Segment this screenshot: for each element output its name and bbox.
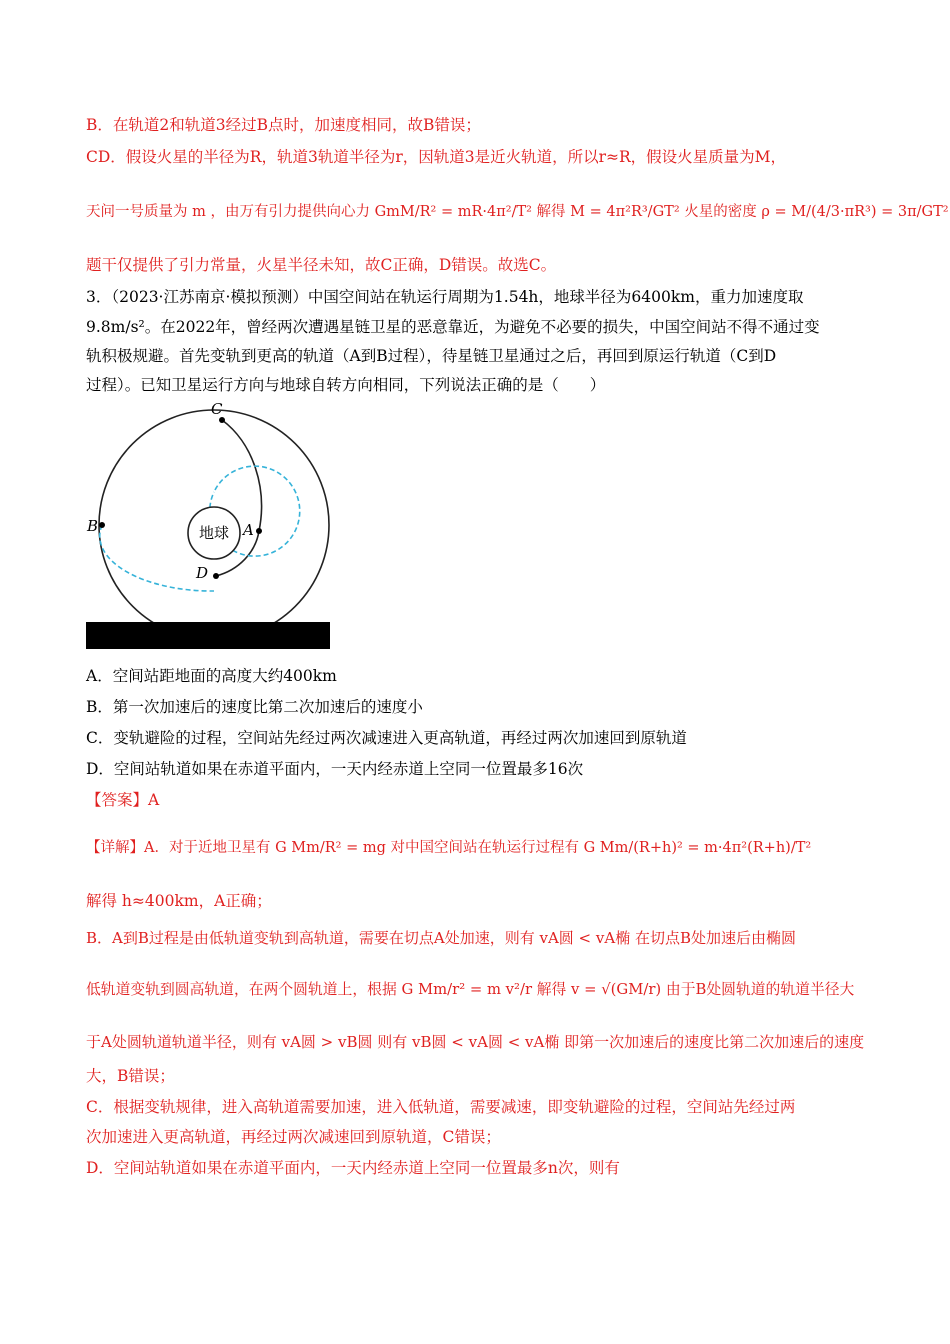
detail-line2: 解得 h≈400km，A正确； <box>86 892 272 910</box>
detail-line1: 【详解】A．对于近地卫星有 G Mm/R² = mg 对中国空间站在轨运行过程有 G Mm/(R+h)² = m·4π²(R+h)/T² <box>86 840 812 856</box>
prev-option-b: B．在轨道2和轨道3经过B点时，加速度相同，故B错误； <box>86 116 481 134</box>
detail-line3: B．A到B过程是由低轨道变轨到高轨道，需要在切点A处加速，则有 vA圆 < vA椭 在切点B处加速后由椭圆 <box>86 929 796 947</box>
prev-cd-line1: CD．假设火星的半径为R，轨道3轨道半径为r，因轨道3是近火轨道，所以r≈R，假设火星质量为M， <box>86 148 787 166</box>
detail-line5: 于A处圆轨道轨道半径，则有 vA圆 > vB圆 则有 vB圆 < vA圆 < vA椭 即第一次加速后的速度比第二次加速后的速度 <box>86 1033 865 1051</box>
point-b-label: B <box>87 517 99 535</box>
detail-line7: C．根据变轨规律，进入高轨道需要加速，进入低轨道，需要减速，即变轨避险的过程，空间站先经过两 <box>86 1098 796 1116</box>
option-a: A．空间站距地面的高度大约400km <box>86 667 337 685</box>
prev-cd-line2: 天问一号质量为 m ，由万有引力提供向心力 GmM/R² = mR·4π²/T² 解得 M = 4π²R³/GT² 火星的密度 ρ = M/(4/3·πR³) = 3π/GT² <box>86 204 949 220</box>
option-d: D．空间站轨道如果在赤道平面内，一天内经赤道上空同一位置最多16次 <box>86 760 584 778</box>
point-d-dot <box>213 573 219 579</box>
point-c-label: C <box>211 400 223 418</box>
question-line3: 轨积极规避。首先变轨到更高的轨道（A到B过程），待星链卫星通过之后，再回到原运行轨道（C到D <box>86 347 777 365</box>
point-a-dot <box>256 528 262 534</box>
detail-line9: D．空间站轨道如果在赤道平面内，一天内经赤道上空同一位置最多n次，则有 <box>86 1159 620 1177</box>
question-line4: 过程）。已知卫星运行方向与地球自转方向相同，下列说法正确的是（ ） <box>86 376 606 394</box>
point-a-label: A <box>243 521 254 539</box>
ground-bar <box>86 622 330 649</box>
option-b: B．第一次加速后的速度比第二次加速后的速度小 <box>86 698 423 716</box>
detail-line4: 低轨道变轨到圆高轨道，在两个圆轨道上，根据 G Mm/r² = m v²/r 解得 v = √(GM/r) 由于B处圆轨道的轨道半径大 <box>86 981 855 998</box>
point-b-dot <box>99 522 105 528</box>
option-c: C．变轨避险的过程，空间站先经过两次减速进入更高轨道，再经过两次加速回到原轨道 <box>86 729 687 747</box>
prev-cd-line3: 题干仅提供了引力常量，火星半径未知，故C正确，D错误。故选C。 <box>86 256 557 274</box>
question-line1: 3．（2023·江苏南京·模拟预测）中国空间站在轨运行周期为1.54h，地球半径为6400km，重力加速度取 <box>86 288 804 306</box>
question-line2: 9.8m/s²。在2022年，曾经两次遭遇星链卫星的恶意靠近，为避免不必要的损失，中国空间站不得不通过变 <box>86 318 820 336</box>
detail-line6: 大，B错误； <box>86 1067 175 1085</box>
point-d-label: D <box>196 564 209 582</box>
detail-line8: 次加速进入更高轨道，再经过两次减速回到原轨道，C错误； <box>86 1128 501 1146</box>
answer-label: 【答案】A <box>86 791 160 809</box>
earth-label: 地球 <box>198 524 230 542</box>
orbit-diagram <box>86 398 336 650</box>
